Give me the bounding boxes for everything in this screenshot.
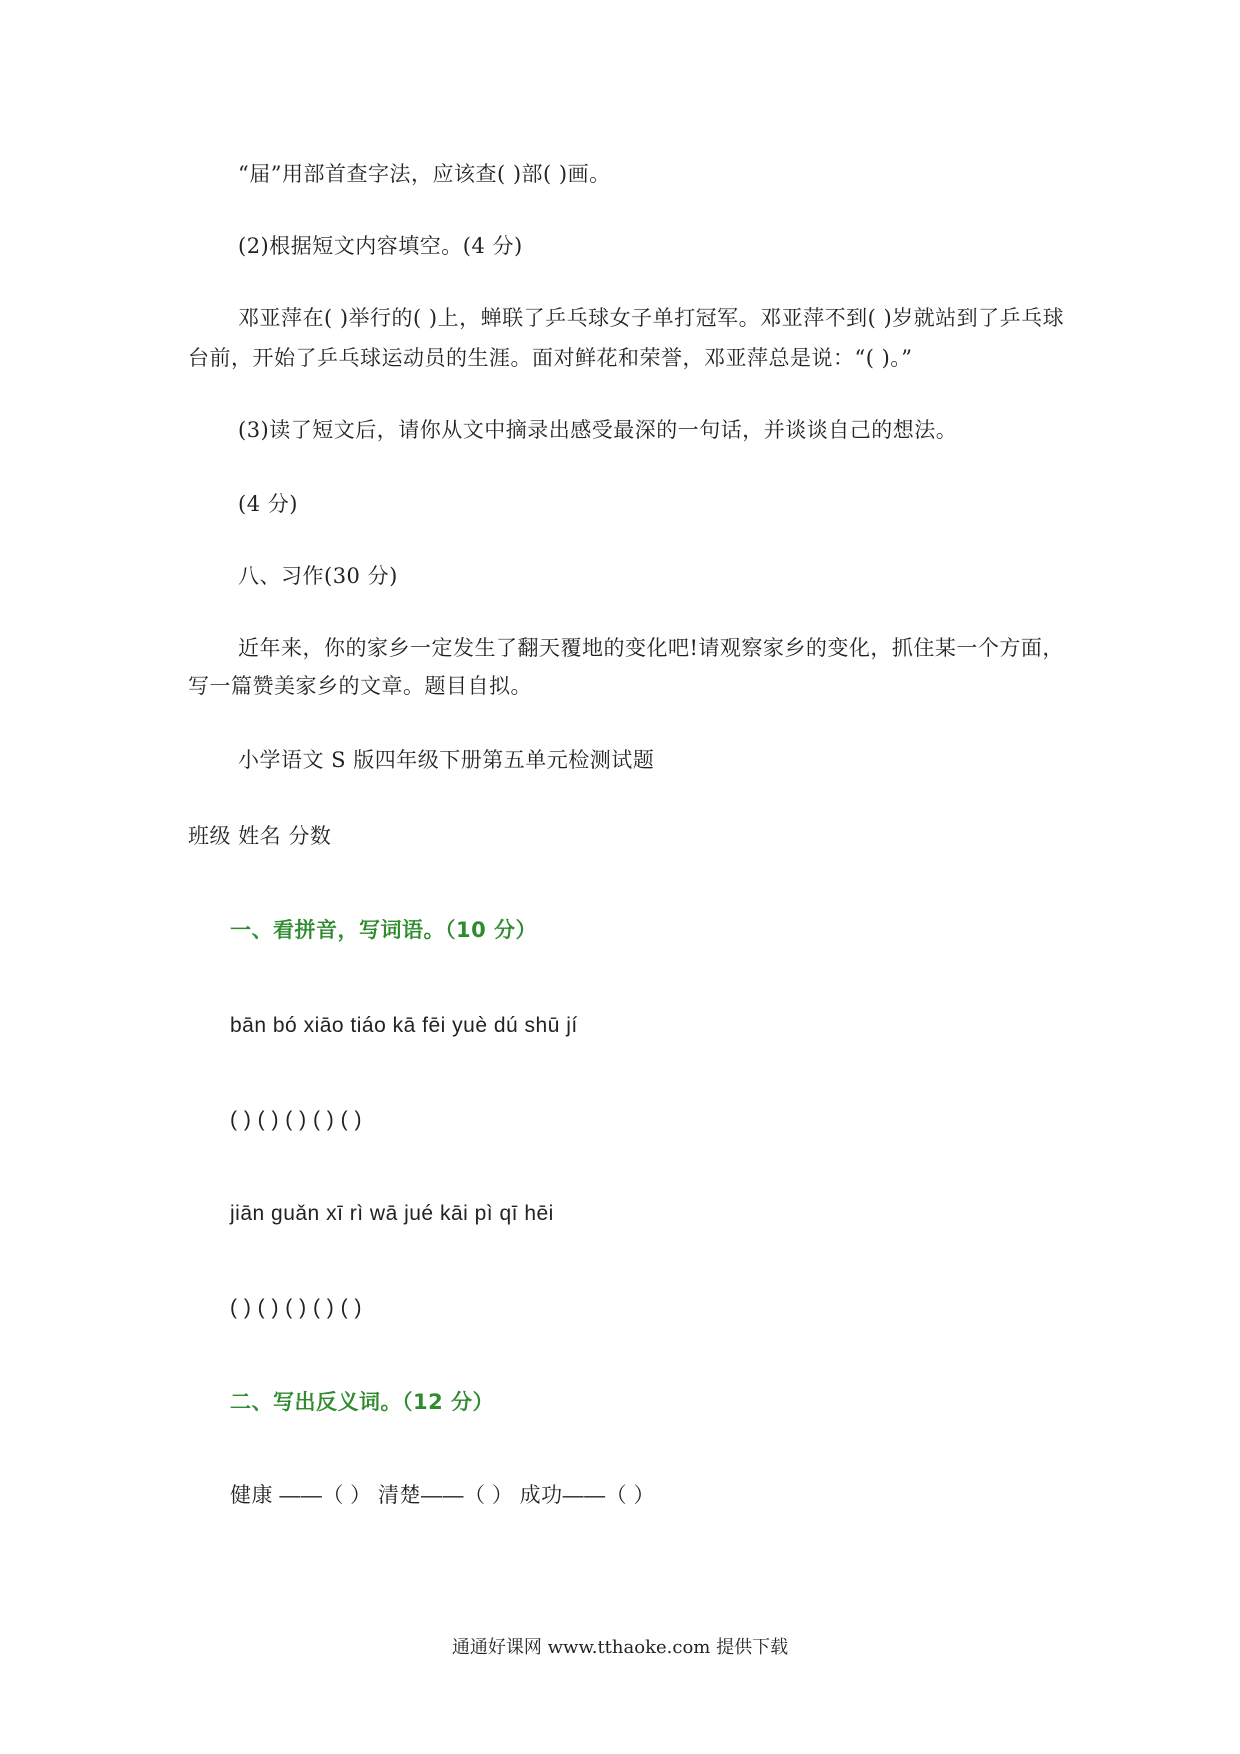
essay-prompt-line-1: 近年来，你的家乡一定发生了翻天覆地的变化吧!请观察家乡的变化，抓住某一个方面， — [238, 636, 1064, 660]
page-footer: 通通好课网 www.tthaoke.com 提供下载 — [451, 1637, 789, 1658]
essay-prompt-line-2: 写一篇赞美家乡的文章。题目自拟。 — [188, 674, 532, 698]
question-2-title: (2)根据短文内容填空。(4 分) — [238, 234, 523, 258]
question-2-line-1: 邓亚萍在( )举行的( )上，蝉联了乒乓球女子单打冠军。邓亚萍不到( )岁就站到了乒乓球 — [238, 306, 1065, 330]
section-8-title: 八、习作(30 分) — [238, 564, 398, 588]
pinyin-row-1: bān bó xiāo tiáo kā fēi yuè dú shū jí — [230, 1014, 578, 1037]
question-3-title: (3)读了短文后，请你从文中摘录出感受最深的一句话，并谈谈自己的想法。 — [238, 418, 958, 442]
test-title: 小学语文 S 版四年级下册第五单元检测试题 — [238, 748, 655, 772]
section-2-heading: 二、写出反义词。（12 分） — [230, 1390, 495, 1414]
question-3-score: (4 分) — [238, 492, 298, 516]
section-1-heading: 一、看拼音，写词语。（10 分） — [230, 918, 538, 942]
blanks-row-1: ( ) ( ) ( ) ( ) ( ) — [230, 1108, 362, 1131]
pinyin-row-2: jiān ɡuǎn xī rì wā jué kāi pì qī hēi — [230, 1202, 554, 1225]
antonyms-row: 健康 ——（ ） 清楚——（ ） 成功——（ ） — [230, 1484, 656, 1507]
blanks-row-2: ( ) ( ) ( ) ( ) ( ) — [230, 1296, 362, 1319]
question-radical-lookup: “届”用部首查字法，应该查( )部( )画。 — [238, 162, 611, 186]
question-2-line-2: 台前，开始了乒乓球运动员的生涯。面对鲜花和荣誉，邓亚萍总是说：“( )。” — [188, 346, 913, 370]
student-info-line: 班级 姓名 分数 — [188, 824, 332, 848]
